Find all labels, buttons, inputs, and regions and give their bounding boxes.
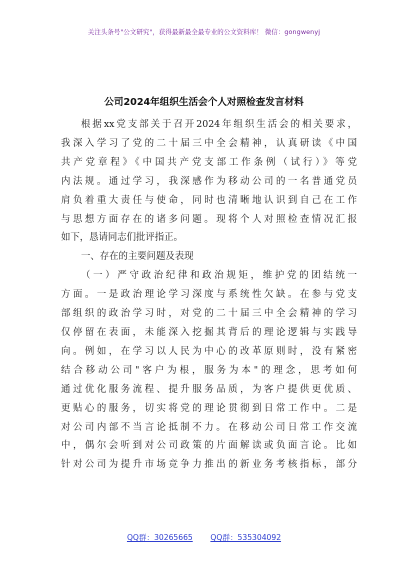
body-line: 部组织的政治学习时，对党的二十届三中全会精神的学习 xyxy=(61,308,357,320)
body-line: 肩负着重大责任与使命，同时也清晰地认识到自己在工作 xyxy=(61,194,357,206)
section-heading: 一、存在的主要问题及表现 xyxy=(81,251,194,263)
body-line: 向。例如，在学习以人民为中心的改革原则时，没有紧密 xyxy=(61,345,357,357)
body-line: 根据xx党支部关于召开2024年组织生活会的相关要求， xyxy=(81,119,357,130)
footer-contact xyxy=(0,532,408,543)
body-line: 共产党章程》《中国共产党支部工作条例（试行）》等党 xyxy=(61,156,357,168)
body-line: 更贴心的服务，切实将党的理论贯彻到日常工作中。二是 xyxy=(61,402,357,414)
body-line: 中，偶尔会听到对公司政策的片面解读或负面言论。比如 xyxy=(61,440,357,452)
body-line: 针对公司为提升市场竞争力推出的新业务考核指标，部分 xyxy=(61,459,357,471)
body-line: 我深入学习了党的二十届三中全会精神，认真研读《中国 xyxy=(61,137,357,149)
body-line: 通过优化服务流程、提升服务品质，为客户提供更优质、 xyxy=(61,383,357,395)
document-body xyxy=(61,116,357,475)
body-line: 方面。一是政治理论学习深度与系统性欠缺。在参与党支 xyxy=(61,289,357,301)
document-title: 公司2024年组织生活会个人对照检查发言材料 xyxy=(104,97,304,108)
qq-group-link-1[interactable]: QQ群：30265665 xyxy=(126,533,193,542)
subsection-heading: （一）严守政治纪律和政治规矩，维护党的团结统一 xyxy=(81,270,357,282)
body-line: 仅停留在表面，未能深入挖掘其背后的理论逻辑与实践导 xyxy=(61,326,357,338)
body-line: 如下，恳请同志们批评指正。 xyxy=(61,232,183,244)
body-line: 对公司内部不当言论抵制不力。在移动公司日常工作交流 xyxy=(61,421,357,433)
qq-group-link-2[interactable]: QQ群：535304092 xyxy=(210,533,282,542)
header-note[interactable]: 关注头条号"公文研究"，获得最新最全最专业的公文资料库！ 微信：gongwenyj xyxy=(87,28,321,36)
body-line: 内法规。通过学习，我深感作为移动公司的一名普通党员 xyxy=(61,175,357,187)
body-line: 与思想方面存在的诸多问题。现将个人对照检查情况汇报 xyxy=(61,213,357,225)
body-line: 结合移动公司"客户为根，服务为本"的理念，思考如何 xyxy=(61,364,357,376)
